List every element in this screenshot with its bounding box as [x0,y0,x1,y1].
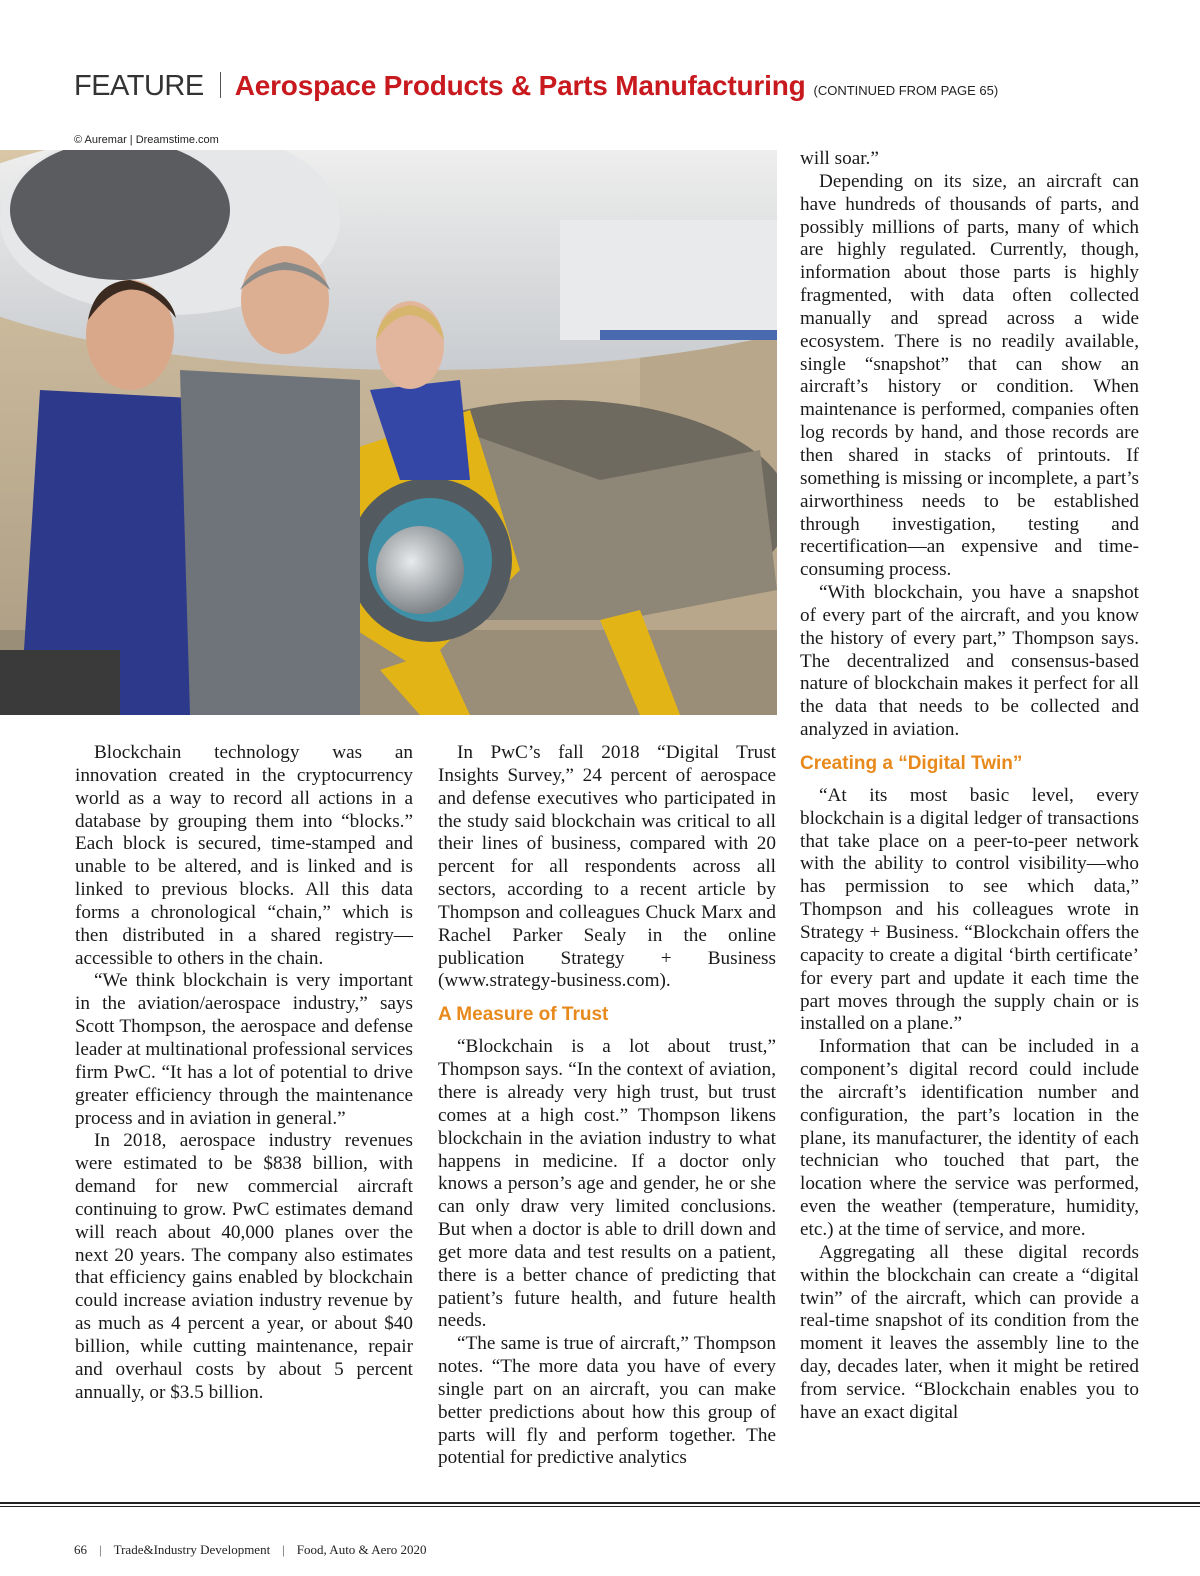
subhead-digital-twin: Creating a “Digital Twin” [800,752,1023,774]
paragraph: In 2018, aerospace industry revenues were estimated to be $838 billion, with demand for new commercial aircraft continuing to grow. PwC estimates demand will reach about 40,000 planes over the next 20 years. The company also estimates that efficiency gains enabled by blockchain could increase aviation industry revenue by as much as 4 percent a year, or about $40 billion, while cutting maintenance, repair and overhaul costs by about 5 percent annually, or $3.5 billion. [75,1130,413,1403]
page-number: 66 [74,1542,87,1557]
continued-note: (CONTINUED FROM PAGE 65) [813,83,999,98]
footer-rule [0,1506,1200,1507]
photo-credit: © Auremar | Dreamstime.com [74,134,219,146]
paragraph: Depending on its size, an aircraft can have hundreds of thousands of parts, and possibly millions of parts, many of which are highly regulated. Currently, though, information about those parts is highly fragmented, with data often collected manually and spread across a wide ecosystem. There is no readily available, single “snapshot” that can show an aircraft’s history or condition. When maintenance is performed, companies often log records by hand, and those records are then shared in stacks of printouts. If something is missing or incomplete, a part’s airworthiness needs to be established through investigation, testing and recertification—an expensive and time-consuming process. [800,170,1139,581]
paragraph: “With blockchain, you have a snapshot of every part of the aircraft, and you know the history of every part,” Thompson says. The decentralized and consensus-based nature of blockchain makes it perfect for all the data that needs to be collected and analyzed in aviation. [800,582,1139,741]
subhead-measure-of-trust: A Measure of Trust [438,1004,609,1026]
header-divider [220,72,221,98]
paragraph: Blockchain technology was an innovation created in the cryptocurrency world as a way to record all actions in a database by grouping them into “blocks.” Each block is secured, time-stamped and unable to be altered, and is linked and is linked to previous blocks. All this data forms a chronological “chain,” which is then distributed in a shared registry—accessible to others in the chain. [75,742,413,969]
paragraph: Aggregating all these digital records within the blockchain can create a “digital twin” of the aircraft, which can provide a real-time snapshot of its condition from the moment it leaves the assembly line to the day, decades later, when it might be retired from service. “Blockchain enables you to have an exact digital [800,1241,1139,1423]
publication-name: Trade&Industry Development [113,1542,271,1557]
paragraph: “At its most basic level, every blockchain is a digital ledger of transactions that take place on a peer-to-peer network with the ability to control visibility—who has permission to see which data,” Thompson and his colleagues wrote in Strategy + Business. “Blockchain offers the capacity to create a digital ‘birth certificate’ for every part and update it each time the part moves through the supply chain or is installed on a plane.” [800,784,1139,1035]
feature-photo [0,150,777,715]
paragraph: will soar.” [800,148,879,169]
column-2 [438,742,776,1470]
footer-divider: | [282,1542,285,1557]
footer-rule [0,1502,1200,1504]
footer-divider: | [99,1542,102,1557]
page-footer [74,1542,426,1558]
column-3 [800,148,1139,1425]
feature-title: Aerospace Products & Parts Manufacturing [234,70,806,101]
paragraph: “The same is true of aircraft,” Thompson notes. “The more data you have of every single part on an aircraft, you can make better predictions about how this group of parts will fly and perform together. The potential for predictive analytics [438,1333,776,1469]
page-header [74,70,1144,110]
paragraph: “Blockchain is a lot about trust,” Thompson says. “In the context of aviation, there is already very high trust, but trust comes at a high cost.” Thompson likens blockchain in the aviation industry to what happens in medicine. If a doctor only knows a person’s age and gender, he or she can only draw very limited conclusions. But when a doctor is able to drill down and get more data and test results on a patient, there is a better chance of predicting that patient’s future health, and future health needs. [438,1036,776,1332]
paragraph: Information that can be included in a component’s digital record could include the aircraft’s identification number and configuration, the part’s location in the plane, its manufacturer, the identity of each technician who touched that part, the location where the service was performed, even the weather (temperature, humidity, etc.) at the time of service, and more. [800,1036,1139,1240]
section-label: FEATURE [74,70,204,102]
paragraph: In PwC’s fall 2018 “Digital Trust Insights Survey,” 24 percent of aerospace and defense executives who participated in the study said blockchain was critical to all their lines of business, compared with 20 percent for all respondents across all sectors, according to a recent article by Thompson and colleagues Chuck Marx and Rachel Parker Sealy in the online publication Strategy + Business (www.strategy-business.com). [438,742,776,992]
paragraph: “We think blockchain is very important in the aviation/aerospace industry,” says Scott Thompson, the aerospace and defense leader at multinational professional services firm PwC. “It has a lot of potential to drive greater efficiency through the maintenance process and in aviation in general.” [75,970,413,1129]
issue-name: Food, Auto & Aero 2020 [296,1542,427,1557]
column-1 [75,742,413,1404]
